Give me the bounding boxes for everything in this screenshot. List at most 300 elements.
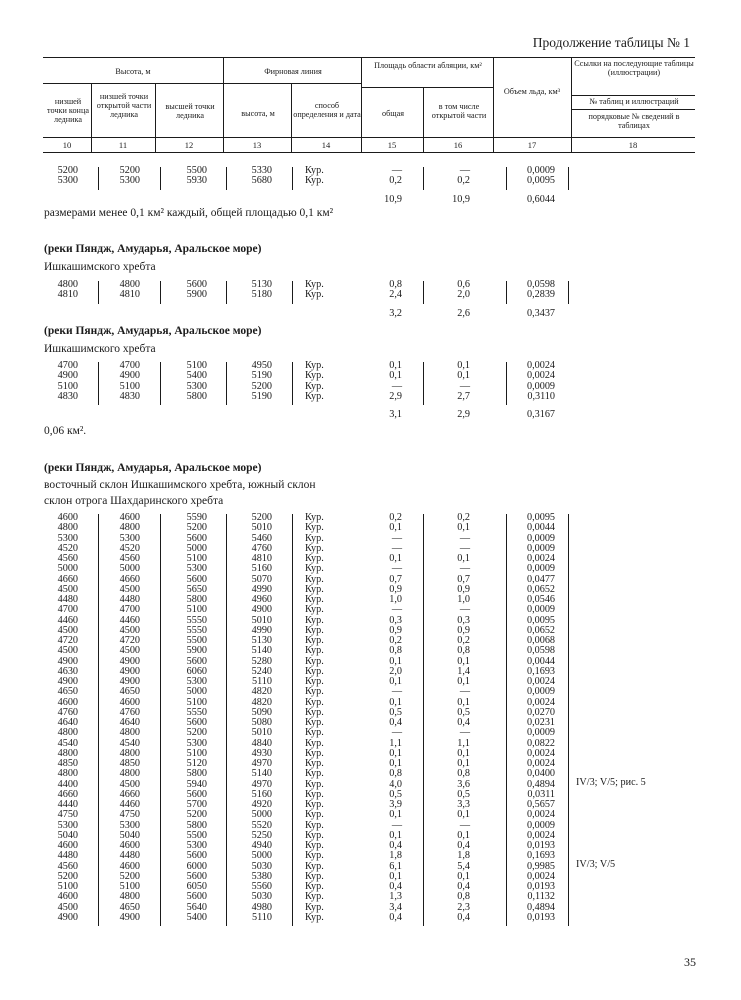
table-cell: 0,1 [457, 758, 470, 769]
table-cell: 4480 [119, 850, 140, 862]
table-cell: 5300 [57, 819, 78, 831]
table-cell: 4900 [119, 655, 140, 667]
table-cell: Кур. [305, 717, 324, 728]
table-cell: 5100 [186, 604, 207, 616]
table-cell: 0,0095 [526, 175, 555, 187]
total-cell: 2,6 [457, 307, 470, 319]
table-cell: 4440 [57, 799, 78, 810]
column-rule [226, 167, 227, 190]
table-cell: 4800 [57, 747, 78, 759]
header-height-group: Высота, м [115, 67, 151, 76]
section-2-subheading: Ишкашимского хребта [44, 261, 156, 273]
table-cell: 5,4 [457, 860, 470, 872]
table-cell: 5550 [186, 624, 207, 636]
reference-cell: IV/3; V/5; рис. 5 [576, 776, 646, 788]
column-rule [506, 514, 507, 926]
table-cell: 0,9985 [526, 860, 555, 872]
table-cell: 0,1 [389, 655, 402, 667]
table-cell: 4750 [119, 809, 140, 821]
table-cell: — [459, 686, 470, 698]
table-cell: — [459, 819, 470, 831]
table-cell: 5100 [186, 553, 207, 564]
table-cell: 5100 [186, 360, 207, 371]
table-cell: 0,5657 [526, 799, 555, 810]
table-cell: Кур. [305, 645, 324, 657]
table-cell: 0,0009 [526, 819, 555, 831]
table-cell: 0,4 [457, 911, 470, 923]
table-cell: 0,9 [389, 583, 402, 595]
column-rule [506, 362, 507, 405]
table-cell: Кур. [305, 370, 324, 382]
table-cell: 4750 [57, 809, 78, 821]
col-number: 14 [321, 140, 331, 150]
table-cell: 5520 [251, 819, 272, 831]
table-cell: 0,0024 [526, 696, 555, 708]
table-cell: 4500 [57, 583, 78, 595]
table-cell: 5900 [186, 289, 207, 301]
table-cell: 4990 [251, 624, 272, 636]
section-4-heading: (реки Пяндж, Амударья, Аральское море) [44, 462, 262, 474]
table-cell: 5500 [186, 635, 207, 646]
table-cell: 5500 [186, 165, 207, 176]
table-cell: 0,4 [457, 717, 470, 728]
column-rule [506, 167, 507, 190]
table-cell: 5460 [251, 532, 272, 544]
table-cell: 5200 [57, 165, 78, 176]
column-rule [160, 514, 161, 926]
table-cell: 0,1693 [526, 665, 555, 677]
table-cell: 5650 [186, 583, 207, 595]
table-cell: 4560 [119, 553, 140, 564]
table-cell: 4970 [251, 758, 272, 769]
table-cell: 0,0231 [526, 717, 555, 728]
table-cell: Кур. [305, 655, 324, 667]
section-4-subheading-1: восточный склон Ишкашимского хребта, южный склон [44, 479, 316, 491]
table-cell: 5600 [186, 532, 207, 544]
table-cell: 5300 [186, 676, 207, 687]
table-cell: 0,1 [457, 809, 470, 821]
table-cell: 5300 [186, 840, 207, 851]
table-cell: 0,2 [389, 175, 402, 187]
table-cell: 0,9 [457, 624, 470, 636]
table-cell: — [391, 819, 402, 831]
table-cell: 0,0024 [526, 747, 555, 759]
table-cell: 0,1 [389, 809, 402, 821]
table-cell: 4480 [57, 850, 78, 862]
header-area-total: общая [382, 109, 404, 118]
table-cell: Кур. [305, 279, 324, 290]
table-cell: 5000 [119, 563, 140, 575]
table-cell: 0,1 [457, 696, 470, 708]
table-cell: 5800 [186, 594, 207, 605]
column-rule [423, 514, 424, 926]
table-cell: Кур. [305, 881, 324, 892]
table-cell: 4990 [251, 583, 272, 595]
table-cell: 4600 [119, 512, 140, 523]
table-cell: Кур. [305, 891, 324, 903]
table-cell: 5200 [119, 870, 140, 882]
table-cell: 0,1 [457, 829, 470, 841]
table-cell: 4660 [57, 788, 78, 800]
table-cell: — [459, 604, 470, 616]
table-cell: 5600 [186, 655, 207, 667]
table-cell: 0,1693 [526, 850, 555, 862]
table-cell: 4800 [57, 768, 78, 780]
table-cell: 4900 [57, 911, 78, 923]
table-cell: 5590 [186, 512, 207, 523]
table-cell: 1,3 [389, 891, 402, 903]
table-cell: 5130 [251, 279, 272, 290]
col-number: 12 [184, 140, 194, 150]
section-2-heading: (реки Пяндж, Амударья, Аральское море) [44, 243, 262, 255]
table-cell: 5200 [119, 165, 140, 176]
header-area-open: в том числе открытой части [431, 102, 487, 120]
table-cell: 0,0024 [526, 758, 555, 769]
table-cell: 5640 [186, 901, 207, 913]
table-cell: 4660 [57, 573, 78, 585]
section-3-note: 0,06 км². [44, 425, 87, 437]
table-cell: 5300 [57, 175, 78, 187]
table-cell: 0,9 [389, 624, 402, 636]
total-cell: 0,3167 [526, 409, 555, 420]
table-cell: 3,3 [457, 799, 470, 810]
table-cell: 4500 [119, 778, 140, 790]
table-cell: 4800 [57, 727, 78, 739]
table-cell: 5930 [186, 175, 207, 187]
table-cell: 5400 [186, 370, 207, 382]
table-cell: 5130 [251, 635, 272, 646]
table-cell: 0,1 [457, 553, 470, 564]
table-cell: Кур. [305, 390, 324, 402]
table-cell: 0,1 [389, 747, 402, 759]
section-3-heading: (реки Пяндж, Амударья, Аральское море) [44, 325, 262, 337]
table-cell: 4760 [57, 706, 78, 718]
table-cell: Кур. [305, 696, 324, 708]
table-cell: 0,0822 [526, 737, 555, 749]
table-cell: 4970 [251, 778, 272, 790]
column-rule [568, 167, 569, 190]
table-cell: 4650 [119, 901, 140, 913]
table-cell: 4600 [57, 840, 78, 851]
table-cell: 4,0 [389, 778, 402, 790]
table-cell: 0,0024 [526, 809, 555, 821]
table-cell: 0,4 [457, 881, 470, 892]
table-cell: 4800 [119, 279, 140, 290]
table-cell: 5380 [251, 870, 272, 882]
table-cell: 5300 [186, 737, 207, 749]
table-cell: 4600 [119, 860, 140, 872]
table-cell: 4820 [251, 686, 272, 698]
table-cell: 4810 [57, 289, 78, 301]
table-cell: — [391, 542, 402, 554]
table-cell: 4830 [57, 390, 78, 402]
table-cell: 4840 [251, 737, 272, 749]
table-cell: Кур. [305, 512, 324, 523]
table-cell: 5000 [251, 809, 272, 821]
table-cell: 0,1 [389, 758, 402, 769]
table-cell: 5800 [186, 390, 207, 402]
table-cell: 4560 [57, 553, 78, 564]
table-cell: 5600 [186, 850, 207, 862]
table-cell: 5140 [251, 645, 272, 657]
column-rule [98, 281, 99, 304]
table-cell: 4600 [57, 696, 78, 708]
total-cell: 0,6044 [526, 193, 555, 205]
table-cell: Кур. [305, 360, 324, 371]
table-cell: 4400 [57, 778, 78, 790]
table-cell: 0,3 [457, 614, 470, 626]
column-rule [226, 362, 227, 405]
table-cell: 4540 [119, 737, 140, 749]
table-cell: 4700 [119, 360, 140, 371]
table-cell: Кур. [305, 594, 324, 605]
table-cell: 5140 [251, 768, 272, 780]
table-cell: 5070 [251, 573, 272, 585]
table-cell: 0,0193 [526, 840, 555, 851]
table-cell: 4820 [251, 696, 272, 708]
table-cell: 0,5 [457, 788, 470, 800]
table-cell: 3,6 [457, 778, 470, 790]
table-cell: 6000 [186, 860, 207, 872]
column-rule [292, 514, 293, 926]
table-cell: Кур. [305, 809, 324, 821]
total-cell: 3,2 [389, 307, 402, 319]
table-cell: 5600 [186, 279, 207, 290]
table-cell: 0,1132 [527, 891, 555, 903]
table-cell: — [459, 380, 470, 392]
table-cell: Кур. [305, 737, 324, 749]
table-cell: Кур. [305, 553, 324, 564]
table-cell: 4480 [119, 594, 140, 605]
table-cell: 4760 [119, 706, 140, 718]
table-cell: 5080 [251, 717, 272, 728]
table-cell: 0,0009 [526, 380, 555, 392]
table-cell: 0,1 [389, 870, 402, 882]
table-cell: 6060 [186, 665, 207, 677]
table-cell: 4540 [57, 737, 78, 749]
table-cell: Кур. [305, 706, 324, 718]
table-cell: 3,9 [389, 799, 402, 810]
table-cell: 4810 [119, 289, 140, 301]
table-cell: Кур. [305, 563, 324, 575]
table-cell: 0,0009 [526, 165, 555, 176]
table-cell: 5400 [186, 911, 207, 923]
table-cell: 5030 [251, 860, 272, 872]
table-cell: — [459, 532, 470, 544]
col-number: 10 [62, 140, 72, 150]
total-cell: 10,9 [452, 193, 470, 205]
total-cell: 10,9 [384, 193, 402, 205]
table-cell: 0,0193 [526, 911, 555, 923]
table-cell: 0,4 [389, 911, 402, 923]
table-cell: — [459, 542, 470, 554]
column-rule [423, 281, 424, 304]
table-cell: Кур. [305, 911, 324, 923]
table-cell: Кур. [305, 165, 324, 176]
section-4-subheading-2: склон отрога Шахдаринского хребта [44, 495, 224, 507]
table-cell: 4900 [119, 911, 140, 923]
table-cell: 0,0311 [527, 788, 555, 800]
table-cell: 5300 [119, 532, 140, 544]
table-cell: 5100 [186, 747, 207, 759]
table-cell: 2,9 [389, 390, 402, 402]
table-cell: 0,4 [389, 881, 402, 892]
table-cell: 5600 [186, 717, 207, 728]
table-header [43, 57, 695, 153]
column-rule [568, 281, 569, 304]
table-cell: 0,4 [389, 717, 402, 728]
table-cell: 0,0598 [526, 279, 555, 290]
column-rule [568, 514, 569, 926]
table-cell: 5200 [186, 522, 207, 534]
table-cell: 4900 [119, 665, 140, 677]
table-cell: 0,0068 [526, 635, 555, 646]
table-cell: 0,1 [457, 370, 470, 382]
header-lowest-open: низшей точки открытой части ледника [96, 92, 152, 119]
table-cell: 0,1 [389, 370, 402, 382]
table-cell: 4940 [251, 840, 272, 851]
header-firn-method: способ определения и дата [293, 101, 361, 119]
table-cell: 2,0 [389, 665, 402, 677]
table-cell: 4830 [119, 390, 140, 402]
table-cell: 4900 [57, 676, 78, 687]
table-cell: 0,1 [457, 747, 470, 759]
table-cell: 4900 [119, 676, 140, 687]
table-cell: 0,0400 [526, 768, 555, 780]
table-cell: 1,8 [457, 850, 470, 862]
table-cell: 5200 [251, 512, 272, 523]
table-cell: 1,1 [457, 737, 470, 749]
table-cell: Кур. [305, 289, 324, 301]
table-cell: 5180 [251, 289, 272, 301]
table-cell: Кур. [305, 850, 324, 862]
table-cell: 0,0024 [526, 676, 555, 687]
table-cell: 4460 [119, 799, 140, 810]
table-cell: 4920 [251, 799, 272, 810]
col-number: 11 [118, 140, 128, 150]
table-cell: 4980 [251, 901, 272, 913]
table-cell: Кур. [305, 175, 324, 187]
header-ice-volume: Объем льда, км³ [503, 87, 561, 96]
table-cell: — [391, 686, 402, 698]
table-cell: 4460 [57, 614, 78, 626]
table-cell: 0,7 [457, 573, 470, 585]
table-cell: Кур. [305, 604, 324, 616]
table-cell: 1,8 [389, 850, 402, 862]
column-rule [423, 362, 424, 405]
table-cell: 5680 [251, 175, 272, 187]
column-rule [160, 362, 161, 405]
table-cell: 0,8 [389, 768, 402, 780]
total-cell: 0,3437 [526, 307, 555, 319]
table-cell: — [459, 165, 470, 176]
table-cell: 5200 [57, 870, 78, 882]
table-cell: 5600 [186, 870, 207, 882]
table-cell: Кур. [305, 583, 324, 595]
table-cell: 5110 [252, 676, 272, 687]
table-cell: 0,0024 [526, 829, 555, 841]
table-cell: Кур. [305, 573, 324, 585]
table-cell: 4560 [57, 860, 78, 872]
table-cell: 0,3 [389, 614, 402, 626]
table-cell: 4660 [119, 788, 140, 800]
table-cell: 5160 [251, 788, 272, 800]
column-rule [160, 167, 161, 190]
table-cell: 0,0009 [526, 532, 555, 544]
table-cell: 4800 [119, 522, 140, 534]
table-cell: 0,0009 [526, 686, 555, 698]
table-cell: 6,1 [389, 860, 402, 872]
column-rule [292, 281, 293, 304]
table-cell: 4650 [57, 686, 78, 698]
table-cell: 0,0024 [526, 553, 555, 564]
table-cell: 4500 [119, 624, 140, 636]
table-cell: Кур. [305, 665, 324, 677]
column-rule [98, 167, 99, 190]
table-cell: 0,2 [457, 512, 470, 523]
table-cell: 0,2 [389, 512, 402, 523]
table-cell: 5100 [186, 696, 207, 708]
table-cell: 5300 [57, 532, 78, 544]
table-cell: 4660 [119, 573, 140, 585]
table-cell: Кур. [305, 624, 324, 636]
table-cell: 5700 [186, 799, 207, 810]
table-cell: 4480 [57, 594, 78, 605]
table-cell: 2,7 [457, 390, 470, 402]
table-cell: — [391, 380, 402, 392]
table-cell: 0,0477 [526, 573, 555, 585]
table-cell: 0,2 [457, 635, 470, 646]
table-cell: 4900 [57, 655, 78, 667]
table-cell: 0,8 [457, 768, 470, 780]
column-rule [423, 167, 424, 190]
table-cell: 5300 [186, 380, 207, 392]
table-cell: 5800 [186, 819, 207, 831]
table-cell: 4500 [57, 645, 78, 657]
table-cell: 0,0024 [526, 870, 555, 882]
table-cell: 4930 [251, 747, 272, 759]
table-cell: Кур. [305, 901, 324, 913]
table-cell: 5300 [119, 819, 140, 831]
table-cell: 5040 [119, 829, 140, 841]
table-cell: 5000 [186, 686, 207, 698]
table-cell: — [459, 727, 470, 739]
table-cell: Кур. [305, 819, 324, 831]
table-cell: Кур. [305, 686, 324, 698]
column-rule [226, 281, 227, 304]
table-cell: 4500 [57, 901, 78, 913]
section-3-subheading: Ишкашимского хребта [44, 343, 156, 355]
table-cell: 0,7 [389, 573, 402, 585]
table-cell: 0,5 [389, 788, 402, 800]
table-cell: 4520 [57, 542, 78, 554]
table-cell: 5280 [251, 655, 272, 667]
table-cell: 4600 [119, 696, 140, 708]
table-cell: 5010 [251, 727, 272, 739]
column-rule [506, 281, 507, 304]
table-cell: 5000 [251, 850, 272, 862]
table-cell: 4700 [57, 604, 78, 616]
table-cell: 6050 [186, 881, 207, 892]
table-cell: Кур. [305, 676, 324, 687]
table-cell: 4720 [119, 635, 140, 646]
table-cell: 4640 [119, 717, 140, 728]
table-cell: 5560 [251, 881, 272, 892]
table-cell: Кур. [305, 727, 324, 739]
table-cell: 5100 [119, 881, 140, 892]
table-cell: Кур. [305, 380, 324, 392]
table-cell: 4850 [57, 758, 78, 769]
